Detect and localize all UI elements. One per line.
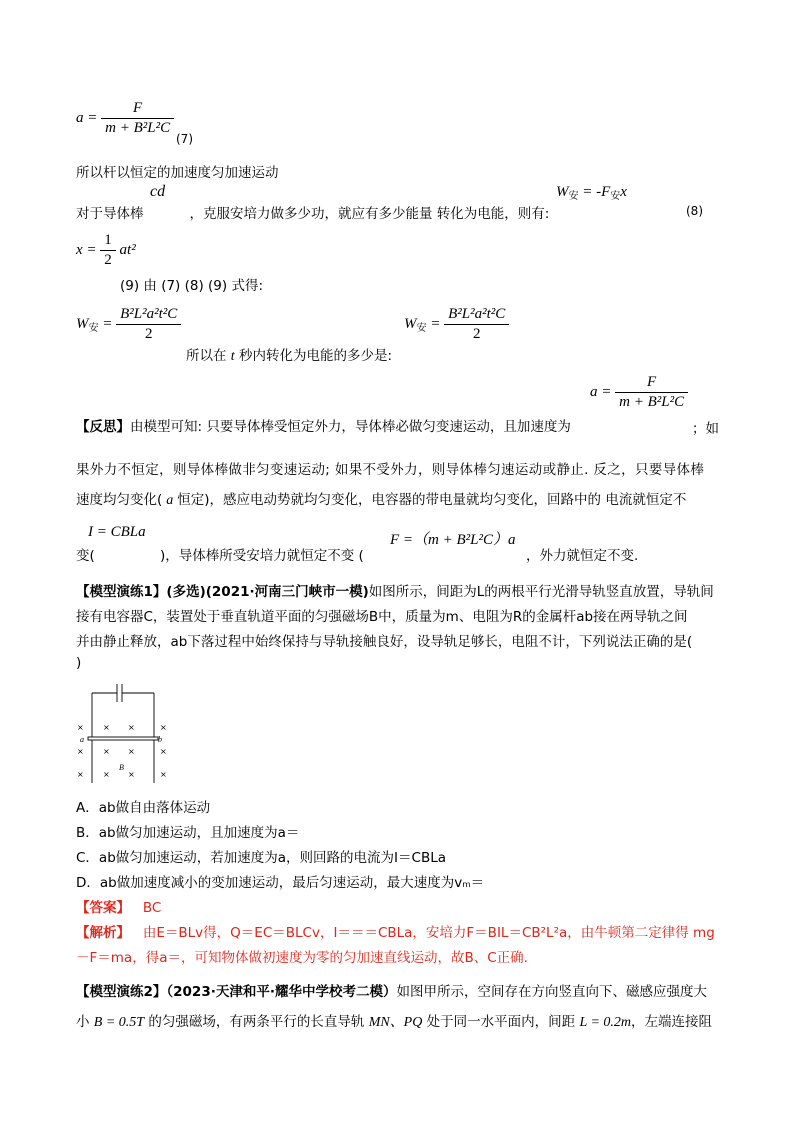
formula-reflect-a: a = $\frac{F}{\text{m + B²L²C}}$ [590,374,688,411]
reflect-tag: 【反思】 [76,419,130,435]
field-cross: × [160,770,167,779]
label-B: B [119,763,124,772]
formula-9: x = $\frac{1}{2}$ at² [76,232,136,268]
solution-tag: 【解析】 [76,925,130,941]
text-line: 并由静止释放，ab下落过程中始终保持与导轨接触良好，设导轨足够长，电阻不计，下列说法正确的是( [76,634,693,650]
option-b: B．ab做匀加速运动，且加速度为a＝ [76,825,300,841]
formula-7-fraction [101,100,174,137]
text-segment: ，外力就恒定不变. [526,548,639,564]
answer-tag: 【答案】 [76,900,130,916]
text-segment: 对于导体棒 [76,206,144,222]
field-cross: × [103,770,110,779]
text-line: 所以在 t 秒内转化为电能的多少是: [186,348,393,364]
text-line: ) [76,655,82,671]
text-line: 所以杆以恒定的加速度匀加速运动 [76,165,279,181]
answer-value: BC [142,900,162,916]
field-cross: × [77,747,84,756]
formula-energy-2: $W_安$ = $\frac{\text{B²L²a²t²C}}{2}$ [404,306,509,343]
exercise-1-tag: 【模型演练1】(多选)(2021·河南三门峡市一模) [76,584,369,600]
option-c: C．ab做匀加速运动，若加速度为a，则回路的电流为I＝CBLa [76,850,447,866]
label-b: b [158,735,162,744]
text-line: 果外力不恒定，则导体棒做非匀变速运动; 如果不受外力，则导体棒匀速运动或静止. 反之，只要导体棒 [76,462,705,478]
formula-7 [76,100,174,137]
formula-work-ampere: $W_安 = -F_安x$ [556,184,627,202]
field-cross: × [77,770,84,779]
eq-tag-8: (8) [686,204,703,218]
field-cross: × [128,747,135,756]
rod-ab [88,737,158,740]
text-segment: )，导体棒所受安培力就恒定不变 ( [160,548,364,564]
option-a: A．ab做自由落体运动 [76,800,211,816]
text-segment: 变( [76,548,95,564]
field-cross: × [128,770,135,779]
option-d: D．ab做加速度减小的变加速运动，最后匀速运动，最大速度为vₘ＝ [76,875,485,891]
text-line: (9) 由 (7) (8) (9) 式得: [120,278,263,294]
field-cross: × [160,723,167,732]
text-line: 小 B = 0.5T 的匀强磁场，有两条平行的长直导轨 MN、PQ 处于同一水平面内，间距 L = 0.2m，左端连接阻 [76,1014,713,1030]
solution-line: 【解析】 由E＝BLv得，Q＝EC＝BLCv，I＝＝＝CBLa，安培力F＝BIL＝CB²L²a，由牛顿第二定律得 mg [76,925,715,941]
symbol-cd: cd [150,183,166,200]
formula-7-denominator: m + B²L²C [105,120,171,136]
capacitor-circuit-figure [72,680,172,785]
formula-force: F =（m + B²L²C）a [390,532,516,548]
exercise-2-tag: 【模型演练2】（2023·天津和平·耀华中学校考二模） [76,984,397,1000]
formula-current: I = CBLa [88,524,146,540]
eq-tag-7: (7) [176,132,193,146]
text-line: 速度均匀变化( a 恒定)，感应电动势就均匀变化，电容器的带电量就均匀变化，回路中的 电流就恒定不 [76,492,687,508]
field-cross: × [103,747,110,756]
text-line: 【模型演练1】(多选)(2021·河南三门峡市一模)如图所示，间距为L的两根平行光滑导轨竖直放置，导轨间 [76,584,714,600]
formula-7-lhs: a = [76,109,98,126]
text-line: 接有电容器C，装置处于垂直轨道平面的匀强磁场B中，质量为m、电阻为R的金属杆ab接在两导轨之间 [76,609,688,625]
formula-energy-1: $W_安$ = $\frac{\text{B²L²a²t²C}}{2}$ [76,306,181,343]
label-a: a [80,735,84,744]
field-cross: × [77,723,84,732]
field-cross: × [160,747,167,756]
text-segment: ，克服安培力做多少功，就应有多少能量 转化为电能，则有: [189,206,550,222]
formula-7-numerator: F [101,100,174,119]
answer-line [76,896,161,916]
text-line: 【模型演练2】（2023·天津和平·耀华中学校考二模）如图甲所示，空间存在方向竖直向下、磁感应强度大 [76,984,707,1000]
solution-line: －F＝ma，得a＝，可知物体做初速度为零的匀加速直线运动，故B、C正确. [76,950,528,966]
text-line [76,202,549,222]
field-cross: × [128,723,135,732]
text-segment: ；如 [692,421,719,437]
field-cross: × [103,723,110,732]
text-line: 【反思】由模型可知: 只要导体棒受恒定外力，导体棒必做匀变速运动，且加速度为 [76,419,571,435]
